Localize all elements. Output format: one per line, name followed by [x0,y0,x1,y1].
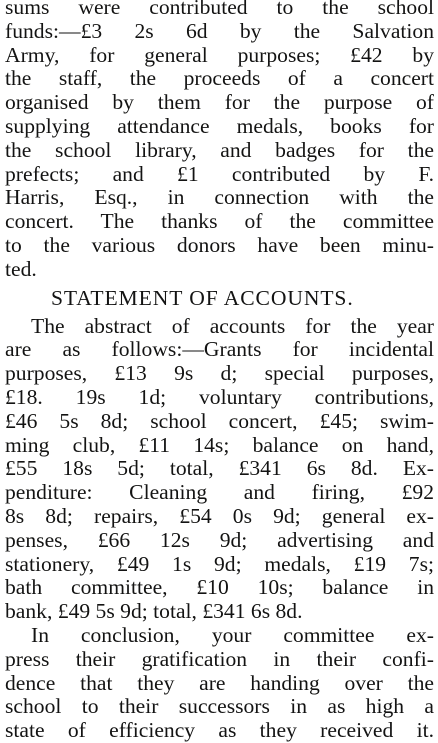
text-line: £55 18s 5d; total, £341 6s 8d. Ex- [5,457,434,481]
text-line: to the various donors have been minu- [5,233,434,257]
text-line: state of efficiency as they received it. [5,719,434,743]
text-line: funds:—£3 2s 6d by the Salvation [5,19,434,43]
text-line: ming club, £11 14s; balance on hand, [5,433,434,457]
text-line: Army, for general purposes; £42 by [5,43,434,67]
text-line: £18. 19s 1d; voluntary contributions, [5,385,434,409]
text-line: organised by them for the purpose of [5,91,434,115]
text-line: penses, £66 12s 9d; advertising and [5,528,434,552]
section-heading: STATEMENT OF ACCOUNTS. [51,285,354,310]
text-line: ted. [5,257,37,281]
text-line: sums were contributed to the school [5,0,434,19]
text-line: Harris, Esq., in connection with the [5,186,434,210]
text-line: prefects; and £1 contributed by F. [5,162,434,186]
text-line: dence that they are handing over the [5,671,434,695]
text-line: the staff, the proceeds of a concert [5,67,434,91]
text-line: school to their successors in as high a [5,695,434,719]
text-line: the school library, and badges for the [5,138,434,162]
paragraph-donations [5,0,434,282]
text-line: The abstract of accounts for the year [31,314,434,338]
text-line: 8s 8d; repairs, £54 0s 9d; general ex- [5,504,434,528]
text-line: supplying attendance medals, books for [5,114,434,138]
text-line: In conclusion, your committee ex- [31,623,434,647]
text-line: bank, £49 5s 9d; total, £341 6s 8d. [5,600,303,624]
text-line: are as follows:—Grants for incidental [5,338,434,362]
text-line: £46 5s 8d; school concert, £45; swim- [5,409,434,433]
text-line: concert. The thanks of the committee [5,210,434,234]
text-line: bath committee, £10 10s; balance in [5,576,434,600]
paragraph-accounts [5,315,434,624]
text-line: purposes, £13 9s d; special purposes, [5,362,434,386]
text-line: press their gratification in their confi- [5,647,434,671]
paragraph-conclusion [5,624,434,743]
text-line: penditure: Cleaning and firing, £92 [5,481,434,505]
text-line: stationery, £49 1s 9d; medals, £19 7s; [5,552,434,576]
